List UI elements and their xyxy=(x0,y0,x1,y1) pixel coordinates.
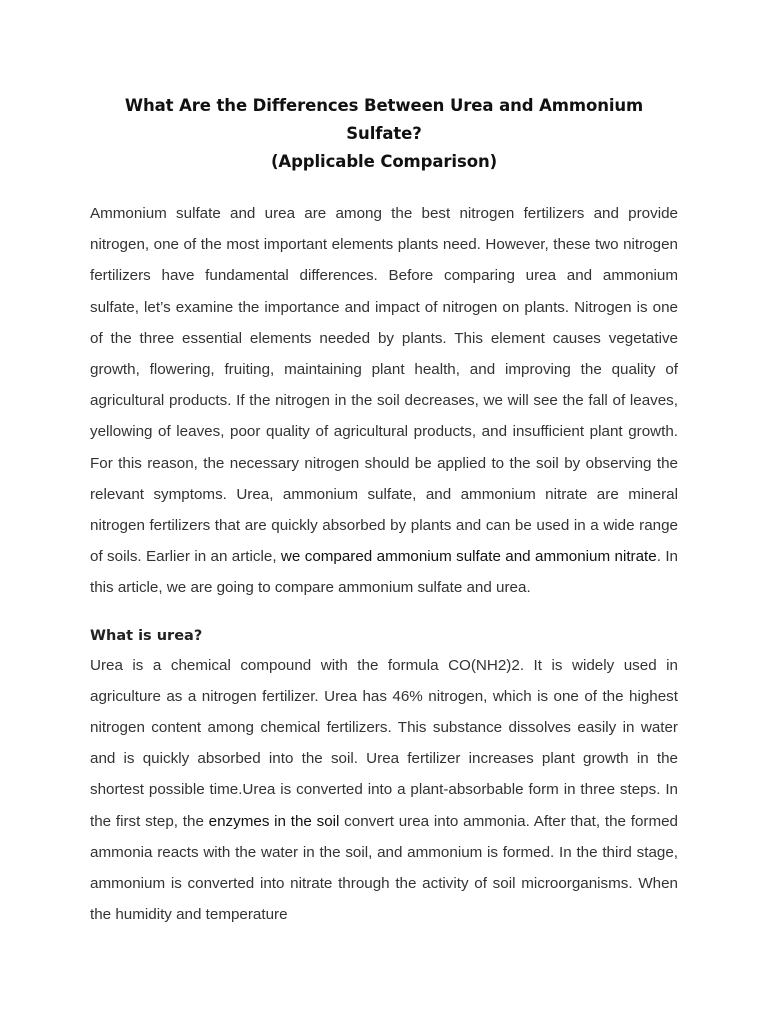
urea-text-end: convert urea into ammonia. After that, the formed ammonia reacts with the water in the soil, and ammonium is formed. In the third stage, ammonium is converted into nitrate through the activity of soil microorganisms. When the humidity and temperature xyxy=(90,812,678,924)
urea-text-start: Urea is a chemical compound with the formula CO(NH2)2. It is widely used in agriculture as a nitrogen fertilizer. Urea has 46% nitrogen, which is one of the highest nitrogen content among chemical fertilizers. This substance dissolves easily in water and is quickly absorbed into the soil. Urea fertilizer increases plant growth in the shortest possible time.Urea is converted into a plant-absorbable form in three steps. In the first step, the xyxy=(90,656,678,830)
compared-article-link[interactable]: we compared ammonium sulfate and ammonium nitrate xyxy=(280,548,657,566)
intro-text-end: . In this article, we are going to compare ammonium sulfate and urea. xyxy=(90,548,678,597)
page-title-line2: (Applicable Comparison) xyxy=(270,152,498,171)
urea-paragraph xyxy=(90,650,678,931)
intro-text-start: Ammonium sulfate and urea are among the best nitrogen fertilizers and provide nitrogen, one of the most important elements plants need. However, these two nitrogen fertilizers have fundamental differences. Before comparing urea and ammonium sulfate, let’s examine the importance and impact of nitrogen on plants. Nitrogen is one of the three essential elements needed by plants. This element causes vegetative growth, flowering, fruiting, maintaining plant health, and improving the quality of agricultural products. If the nitrogen in the soil decreases, we will see the fall of leaves, yellowing of leaves, poor quality of agricultural products, and insufficient plant growth. For this reason, the necessary nitrogen should be applied to the soil by observing the relevant symptoms. Urea, ammonium sulfate, and ammonium nitrate are mineral nitrogen fertilizers that are quickly absorbed by plants and can be used in a wide range of soils. Earlier in an article, xyxy=(90,205,678,566)
intro-paragraph xyxy=(90,198,678,604)
section-heading-urea: What is urea? xyxy=(90,627,203,644)
enzymes-in-soil-link[interactable]: enzymes in the soil xyxy=(208,812,340,830)
page-title-line1: What Are the Differences Between Urea and Ammonium Sulfate? xyxy=(124,96,644,143)
page-title xyxy=(90,92,678,176)
